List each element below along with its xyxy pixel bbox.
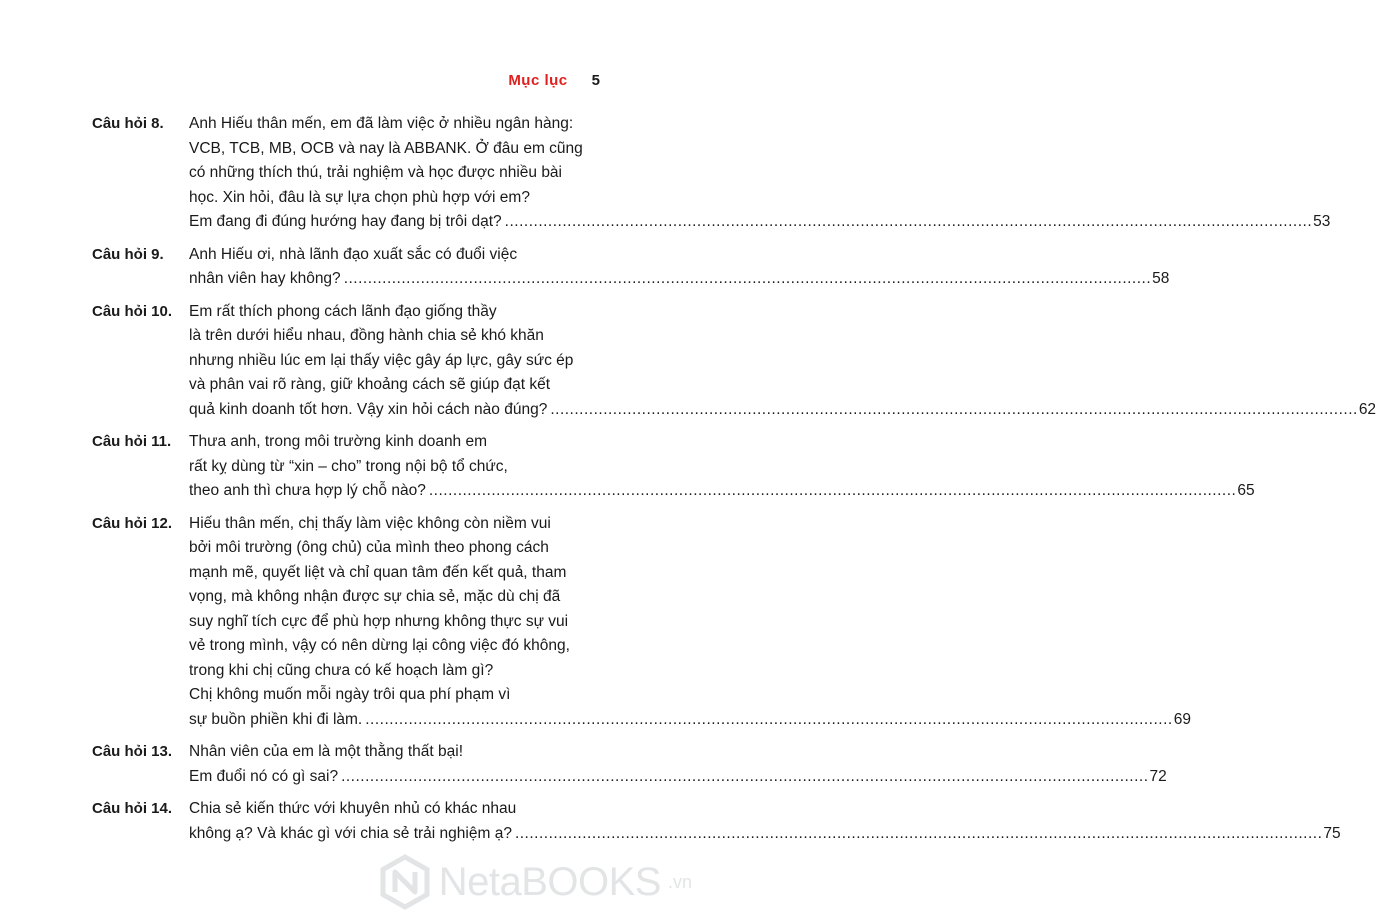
question-line: mạnh mẽ, quyết liệt và chỉ quan tâm đến kết quả, tham — [189, 563, 567, 581]
watermark-suffix: .vn — [667, 871, 692, 892]
question-last-line — [189, 479, 1255, 504]
dot-leader — [550, 398, 1357, 423]
question-line: suy nghĩ tích cực để phù hợp nhưng không thực sự vui — [189, 612, 569, 630]
question-last-line — [189, 822, 1341, 847]
toc-entry[interactable] — [92, 797, 1341, 846]
toc-entry[interactable] — [92, 243, 1170, 292]
question-line: Em đang đi đúng hướng hay đang bị trôi dạt? — [189, 213, 502, 230]
question-label: Câu hỏi 10. — [92, 302, 173, 320]
toc-entry[interactable] — [92, 740, 1167, 789]
dot-leader — [515, 822, 1322, 847]
question-line: nhưng nhiều lúc em lại thấy việc gây áp lực, gây sức ép — [189, 351, 574, 369]
question-line: vẻ trong mình, vậy có nên dừng lại công việc đó không, — [189, 637, 570, 654]
watermark — [377, 854, 692, 910]
question-line: nhân viên hay không? — [189, 270, 341, 287]
question-label: Câu hỏi 13. — [92, 743, 173, 760]
question-line: Em rất thích phong cách lãnh đạo giống thầy — [189, 302, 497, 320]
question-text — [189, 430, 1255, 504]
toc-page-number: 75 — [1323, 824, 1341, 842]
toc-page-number: 62 — [1358, 400, 1376, 418]
question-text — [189, 797, 1341, 846]
question-last-line — [189, 210, 1330, 235]
question-label: Câu hỏi 12. — [92, 514, 173, 532]
dot-leader — [505, 210, 1312, 235]
question-text — [189, 512, 1191, 733]
question-label: Câu hỏi 11. — [92, 433, 172, 450]
toc-entry[interactable] — [92, 430, 1255, 504]
netabooks-logo-icon — [377, 854, 433, 910]
question-last-line — [189, 708, 1191, 733]
table-of-contents — [92, 112, 1376, 854]
question-line: sự buồn phiền khi đi làm. — [189, 710, 363, 728]
question-line: Hiếu thân mến, chị thấy làm việc không còn niềm vui — [189, 514, 551, 532]
question-line: rất kỵ dùng từ “xin – cho” trong nội bộ tổ chức, — [189, 457, 508, 475]
question-line: trong khi chị cũng chưa có kế hoạch làm gì? — [189, 661, 494, 679]
dot-leader — [365, 708, 1172, 733]
toc-entry[interactable] — [92, 512, 1191, 733]
question-last-line — [189, 398, 1376, 423]
question-line: bởi môi trường (ông chủ) của mình theo phong cách — [189, 539, 549, 556]
question-line: Nhân viên của em là một thằng thất bại! — [189, 743, 463, 760]
question-text — [189, 112, 1330, 235]
question-line: Anh Hiếu thân mến, em đã làm việc ở nhiều ngân hàng: — [189, 115, 574, 132]
page-number: 5 — [591, 72, 600, 89]
section-title: Mục lục — [508, 72, 568, 89]
page-header — [508, 72, 600, 89]
question-text — [189, 243, 1169, 292]
question-last-line — [189, 765, 1167, 790]
question-line: quả kinh doanh tốt hơn. Vậy xin hỏi cách nào đúng? — [189, 400, 548, 418]
toc-entry[interactable] — [92, 112, 1331, 235]
question-line: Anh Hiếu ơi, nhà lãnh đạo xuất sắc có đuổi việc — [189, 245, 518, 263]
question-label: Câu hỏi 9. — [92, 245, 164, 263]
question-line: Thưa anh, trong môi trường kinh doanh em — [189, 433, 488, 450]
question-line: là trên dưới hiểu nhau, đồng hành chia sẻ khó khăn — [189, 327, 544, 344]
toc-entry[interactable] — [92, 300, 1376, 423]
toc-page-number: 58 — [1152, 270, 1170, 287]
question-text — [189, 300, 1376, 423]
question-label: Câu hỏi 14. — [92, 800, 173, 817]
question-label: Câu hỏi 8. — [92, 115, 164, 132]
question-line: Chị không muốn mỗi ngày trôi qua phí phạm vì — [189, 686, 511, 703]
question-line: theo anh thì chưa hợp lý chỗ nào? — [189, 482, 426, 499]
question-line: không ạ? Và khác gì với chia sẻ trải nghiệm ạ? — [189, 824, 512, 842]
question-line: và phân vai rõ ràng, giữ khoảng cách sẽ giúp đạt kết — [189, 376, 551, 393]
toc-page-number: 53 — [1313, 213, 1331, 230]
toc-page-number: 69 — [1173, 710, 1191, 728]
question-line: học. Xin hỏi, đâu là sự lựa chọn phù hợp với em? — [189, 188, 530, 206]
question-text — [189, 740, 1167, 789]
dot-leader — [344, 267, 1151, 292]
question-line: VCB, TCB, MB, OCB và nay là ABBANK. Ở đâu em cũng — [189, 139, 583, 157]
question-last-line — [189, 267, 1169, 292]
question-line: Em đuổi nó có gì sai? — [189, 767, 339, 785]
question-line: Chia sẻ kiến thức với khuyên nhủ có khác nhau — [189, 800, 517, 817]
watermark-text: NetaBOOKS — [438, 859, 661, 904]
question-line: vọng, mà không nhận được sự chia sẻ, mặc dù chị đã — [189, 588, 561, 605]
dot-leader — [341, 765, 1148, 790]
question-line: có những thích thú, trải nghiệm và học được nhiều bài — [189, 164, 562, 181]
dot-leader — [429, 479, 1236, 504]
toc-page-number: 72 — [1149, 767, 1167, 785]
toc-page-number: 65 — [1237, 482, 1255, 499]
